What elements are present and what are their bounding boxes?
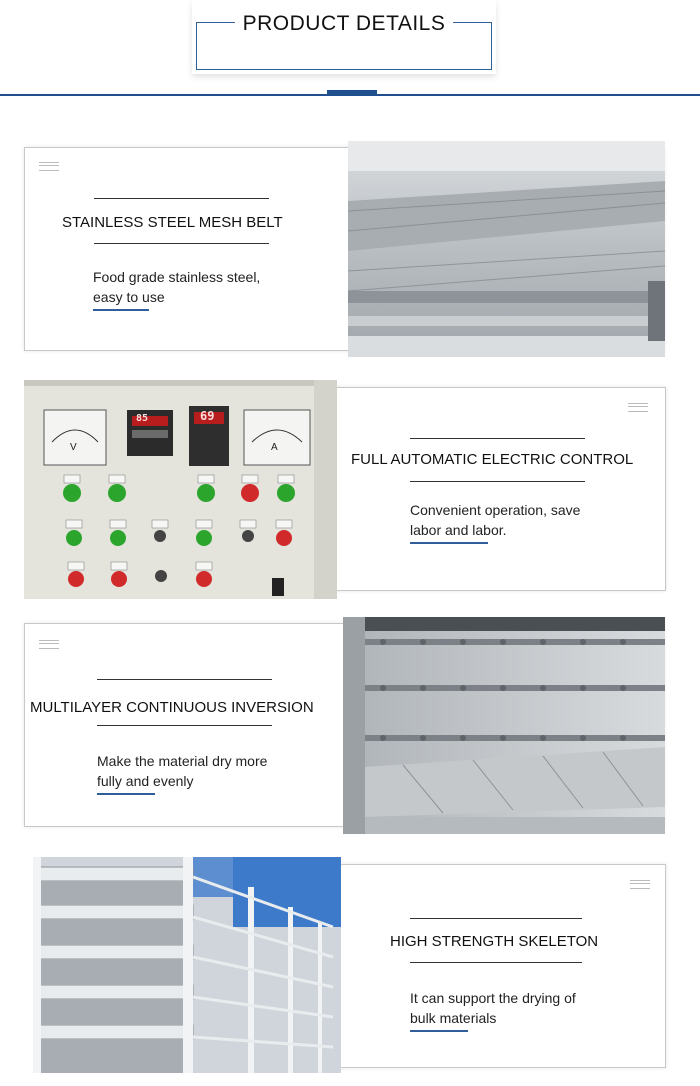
title-rule-bottom — [97, 725, 272, 726]
mesh-belt-photo — [348, 141, 665, 357]
section-desc-line2: fully and evenly — [97, 773, 194, 789]
section-desc-line1: Make the material dry more — [97, 753, 268, 769]
menu-lines-icon — [39, 640, 59, 649]
control-panel-photo — [24, 380, 337, 599]
section-title: STAINLESS STEEL MESH BELT — [62, 214, 283, 231]
page-header — [0, 0, 700, 100]
title-rule-bottom — [410, 481, 585, 482]
feature-card-skeleton — [334, 864, 666, 1068]
section-desc-line2: bulk materials — [410, 1010, 497, 1026]
page-title: PRODUCT DETAILS — [242, 12, 446, 35]
title-rule-bottom — [410, 962, 582, 963]
skeleton-frame-photo — [33, 857, 341, 1073]
section-desc-line2: easy to use — [93, 289, 165, 305]
desc-accent-underline — [97, 793, 155, 795]
header-accent-mark — [327, 90, 377, 96]
timer-display-value: 69 — [200, 409, 215, 423]
title-rule-top — [94, 198, 269, 199]
section-desc-line1: It can support the drying of — [410, 990, 576, 1006]
title-rule-bottom — [94, 243, 269, 244]
inversion-layers-photo — [343, 617, 665, 834]
section-desc-line1: Convenient operation, save — [410, 502, 581, 518]
feature-card-electric-control — [334, 387, 666, 591]
section-title: MULTILAYER CONTINUOUS INVERSION — [30, 699, 314, 716]
section-title: HIGH STRENGTH SKELETON — [390, 933, 599, 950]
temp-display-value: 85 — [136, 413, 149, 424]
title-rule-top — [97, 679, 272, 680]
desc-accent-underline — [410, 542, 488, 544]
title-box — [192, 0, 496, 74]
desc-accent-underline — [410, 1030, 468, 1032]
section-title: FULL AUTOMATIC ELECTRIC CONTROL — [351, 451, 634, 468]
title-rule-top — [410, 918, 582, 919]
section-desc-line2: labor and labor. — [410, 522, 507, 538]
menu-lines-icon — [630, 880, 650, 889]
menu-lines-icon — [628, 403, 648, 412]
desc-accent-underline — [93, 309, 149, 311]
title-rule-top — [410, 438, 585, 439]
ammeter-label: A — [271, 442, 278, 453]
menu-lines-icon — [39, 162, 59, 171]
voltmeter-label: V — [70, 442, 77, 453]
section-desc-line1: Food grade stainless steel, — [93, 269, 261, 285]
